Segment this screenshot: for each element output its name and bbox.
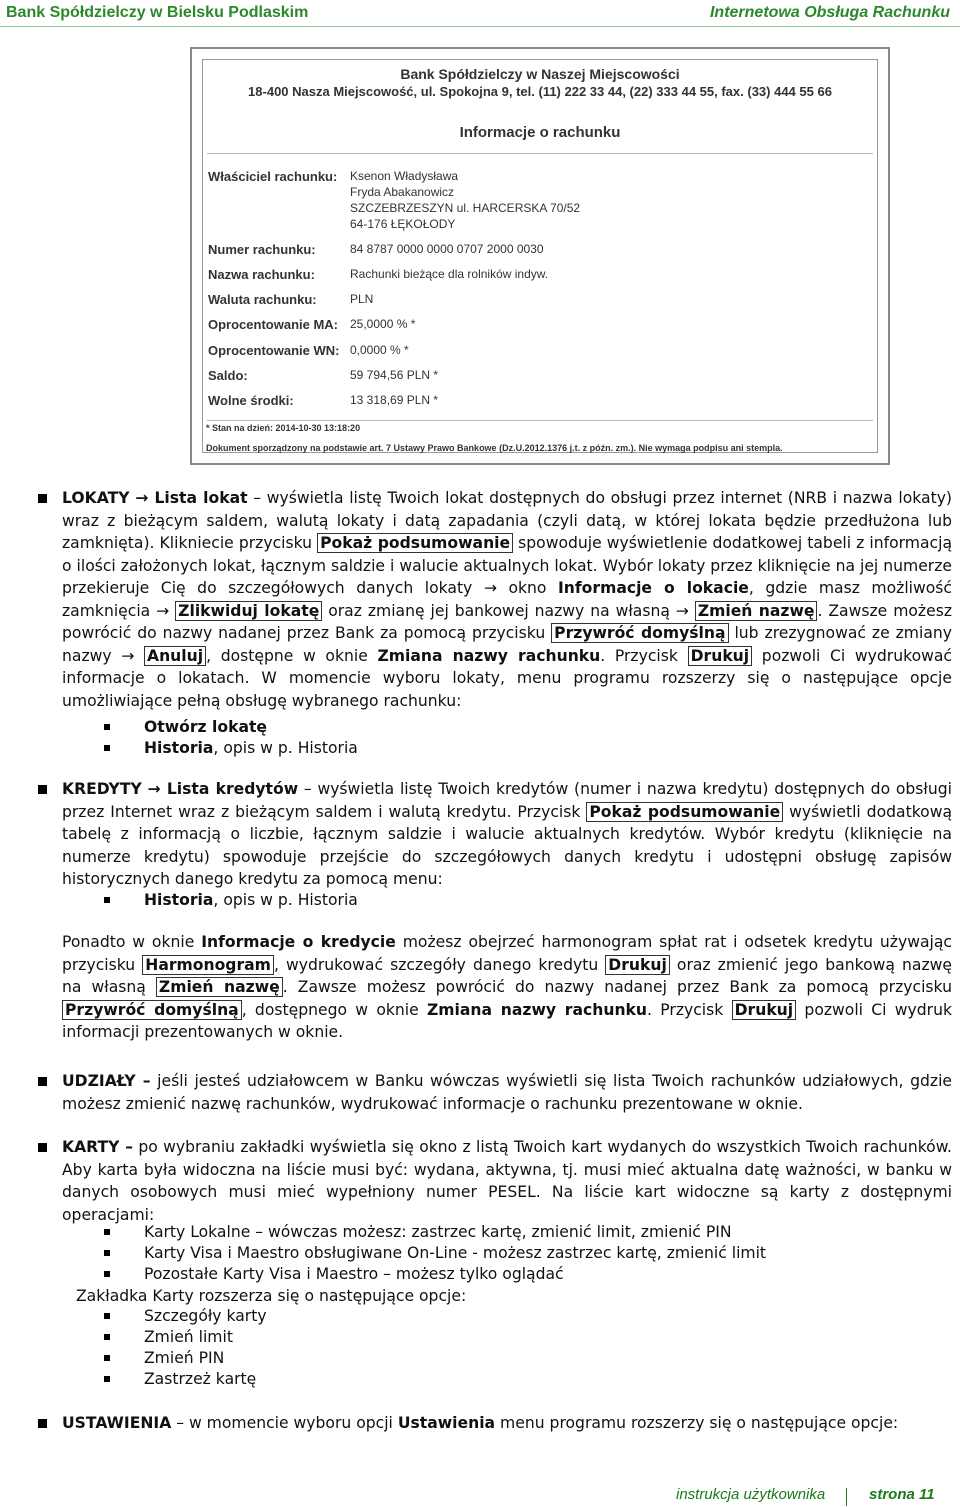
section-karty: KARTY – po wybraniu zakładki wyświetla się okno z listą Twoich kart wydanych do wszystkich Twoich rachunków. Aby karta była widoczna na liście musi być: wydana, aktywna, tj. musi mieć aktualna datę ważności, w banku w danych osobowych musi mieć wypełniony numer PESEL. Na liście kart widoczne są karty z dostępnymi operacjami: <box>62 1138 952 1224</box>
shot-footnote-date: * Stan na dzień: 2014-10-30 13:18:20 <box>206 423 361 433</box>
karty-op-other: Pozostałe Karty Visa i Maestro – możesz tylko oglądać <box>144 1265 564 1283</box>
footer-manual: instrukcja użytkownika <box>676 1486 826 1503</box>
sub-bullet <box>104 897 110 903</box>
karty-tab-intro: Zakładka Karty rozszerza się o następujące opcje: <box>76 1287 467 1305</box>
sub-bullet <box>104 1271 110 1277</box>
shot-title: Informacje o rachunku <box>459 124 621 141</box>
section-lokaty: LOKATY → Lista lokat – wyświetla listę Twoich lokat dostępnych do obsługi przez internet (NRB i nazwa lokaty) wraz z bieżącym saldem, walutą lokaty i datą zapadania (czyli datą, w której lokata będzie przedłużona lub zamknięta). Klikniecie przycisku Pokaż podsumowanie spowoduje wyświetlenie dodatkowej tabeli z informacją o ilości założonych lokat, łącznym saldzie i walucie aktualnych lokat. Wybór lokaty przez kliknięcie na jej numerze przekieruje Cię do szczegółowych danych lokaty → okno Informacje o lokacie, gdzie masz możliwość zamknięcia → Zlikwiduj lokatę oraz zmianę jej bankowej nazwy na własną → Zmień nazwę . Zawsze możesz powrócić do nazwy nadanej przez Bank za pomocą przycisku Przywróć domyślną lub zrezygnować ze zmiany nazwy → Anuluj , dostępne w oknie Zmiana nazwy rachunku. Przycisk Drukuj pozwoli Ci wydrukować informacje o lokatach. W momencie wyboru lokaty, menu programu rozszerzy się o następujące opcje umożliwiające pełną obsługę wybranego rachunku: <box>62 489 953 710</box>
field-label-number: Numer rachunku: <box>208 242 316 257</box>
bullet-ustawienia <box>38 1419 47 1428</box>
field-value-number: 84 8787 0000 0000 0707 2000 0030 <box>350 242 544 256</box>
lokaty-option-history: Historia, opis w p. Historia <box>144 739 358 757</box>
karty-op-local: Karty Lokalne – wówczas możesz: zastrzec kartę, zmienić limit, zmienić PIN <box>144 1223 732 1241</box>
page-header <box>0 0 960 28</box>
karty-tab-pin: Zmień PIN <box>144 1349 225 1367</box>
field-label-rate-ma: Oprocentowanie MA: <box>208 317 339 332</box>
shot-bank-address: 18-400 Nasza Miejscowość, ul. Spokojna 9, tel. (11) 222 33 44, (22) 333 44 55, fax. (33) 444 55 66 <box>248 84 832 99</box>
karty-op-online: Karty Visa i Maestro obsługiwane On-Line - możesz zastrzec kartę, zmienić limit <box>144 1244 767 1262</box>
header-divider <box>0 26 960 27</box>
account-info-screenshot <box>190 47 890 465</box>
sub-bullet <box>104 724 110 730</box>
footer-page-number: strona 11 <box>869 1486 935 1503</box>
header-title: Internetowa Obsługa Rachunku <box>709 4 950 21</box>
field-label-rate-wn: Oprocentowanie WN: <box>208 343 340 358</box>
section-ustawienia: USTAWIENIA – w momencie wyboru opcji Ustawienia menu programu rozszerzy się o następujące opcje: <box>62 1414 899 1432</box>
footer-separator <box>846 1488 847 1506</box>
sub-bullet <box>104 1313 110 1319</box>
header-bank-name: Bank Spółdzielczy w Bielsku Podlaskim <box>6 4 309 21</box>
owner-line-4: 64-176 ŁĘKOŁODY <box>350 217 456 231</box>
bullet-karty <box>38 1143 47 1152</box>
shot-footnote-legal: Dokument sporządzony na podstawie art. 7 Ustawy Prawo Bankowe (Dz.U.2012.1376 j.t. z późn. zm.). Nie wymaga podpisu ani stempla. <box>206 443 783 453</box>
field-value-available: 13 318,69 PLN * <box>350 393 439 407</box>
lokaty-option-open: Otwórz lokatę <box>144 718 268 736</box>
field-label-name: Nazwa rachunku: <box>208 267 315 282</box>
section-kredyty: KREDYTY → Lista kredytów – wyświetla listę Twoich kredytów (numer i nazwa kredytu) dostępnych do obsługi przez Internet wraz z bieżącym saldem i walutą kredytu. Przycisk Pokaż podsumowanie wyświetli dodatkową tabelę z informacją o liczbie, łącznym saldzie i walucie aktualnych kredytów. Wybór kredytu (kliknięcie na numerze kredytu) spowoduje przejście do szczegółowych danych kredytu i udostępni obsługę zapisów historycznych danego kredytu za pomocą menu: <box>62 780 953 888</box>
sub-bullet <box>104 745 110 751</box>
field-value-rate-ma: 25,0000 % * <box>350 317 416 331</box>
section-kredyty-details: Ponadto w oknie Informacje o kredycie możesz obejrzeć harmonogram spłat rat i odsetek kredytu używając przycisku Harmonogram , wydrukować szczegóły danego kredytu Drukuj oraz zmienić jego bankową nazwę na własną Zmień nazwę . Zawsze możesz powrócić do nazwy nadanej przez Bank za pomocą przycisku Przywróć domyślną , dostępnego w oknie Zmiana nazwy rachunku. Przycisk Drukuj pozwoli Ci wydruk informacji prezentowanych w oknie. <box>62 933 952 1041</box>
field-label-owner: Właściciel rachunku: <box>208 169 338 184</box>
section-udzialy: UDZIAŁY – jeśli jesteś udziałowcem w Banku wówczas wyświetli się lista Twoich rachunków udziałowych, gdzie możesz zmienić nazwę rachunków, wydrukować informacje o rachunku prezentowane w oknie. <box>62 1072 952 1113</box>
shot-bank-name: Bank Spółdzielczy w Naszej Miejscowości <box>400 66 680 82</box>
bullet-lokaty <box>38 494 47 503</box>
sub-bullet <box>104 1376 110 1382</box>
bullet-kredyty <box>38 785 47 794</box>
field-label-available: Wolne środki: <box>208 393 294 408</box>
owner-line-3: SZCZEBRZESZYN ul. HARCERSKA 70/52 <box>350 201 581 215</box>
field-value-rate-wn: 0,0000 % * <box>350 343 409 357</box>
kredyty-option-history: Historia, opis w p. Historia <box>144 891 358 909</box>
karty-tab-block: Zastrzeż kartę <box>144 1370 257 1388</box>
owner-line-1: Ksenon Władysława <box>350 169 459 183</box>
field-value-currency: PLN <box>350 292 374 306</box>
shot-divider <box>207 153 873 154</box>
sub-bullet <box>104 1334 110 1340</box>
karty-tab-limit: Zmień limit <box>144 1328 233 1346</box>
field-label-currency: Waluta rachunku: <box>208 292 317 307</box>
sub-bullet <box>104 1355 110 1361</box>
shot-footer-divider <box>207 420 873 421</box>
field-value-balance: 59 794,56 PLN * <box>350 368 439 382</box>
karty-tab-details: Szczegóły karty <box>144 1307 267 1325</box>
field-value-name: Rachunki bieżące dla rolników indyw. <box>350 267 549 281</box>
owner-line-2: Fryda Abakanowicz <box>350 185 455 199</box>
sub-bullet <box>104 1229 110 1235</box>
sub-bullet <box>104 1250 110 1256</box>
bullet-udzialy <box>38 1077 47 1086</box>
field-label-balance: Saldo: <box>208 368 248 383</box>
